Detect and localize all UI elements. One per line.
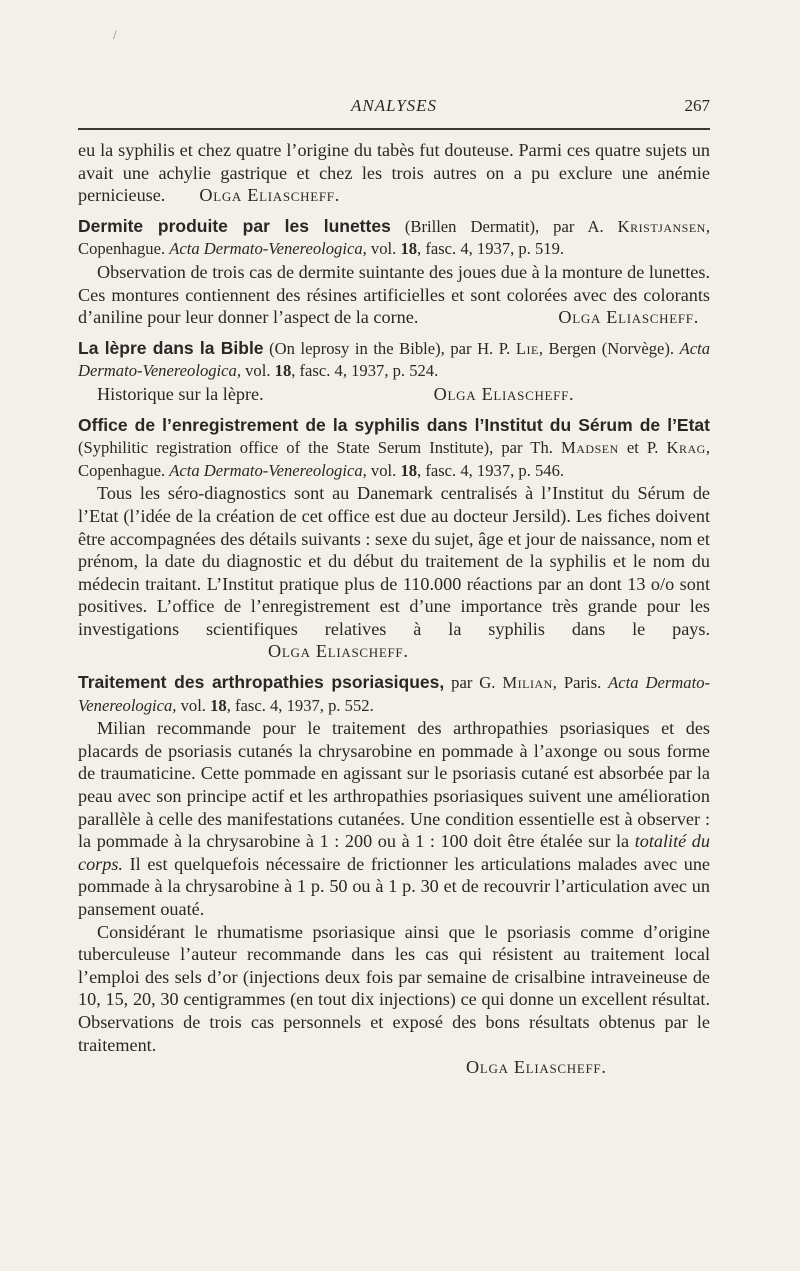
author-name: Krag	[666, 438, 706, 458]
journal-name: Acta Dermato-Venereologica,	[169, 460, 367, 480]
ref-text: et P.	[618, 438, 667, 458]
body-text: Historique sur la lèpre.	[97, 383, 264, 404]
emphasis-text: totalité du corps.	[78, 831, 710, 874]
article-body	[78, 383, 710, 406]
ref-text: (Brillen Dermatit), par A.	[390, 216, 618, 236]
volume-number: 18	[274, 361, 292, 381]
article-title: Traitement des arthropathies psoriasiques,	[78, 672, 445, 693]
author-name: Milian	[502, 673, 553, 693]
page-number: 267	[684, 96, 710, 115]
author-name: Lie	[515, 338, 539, 358]
article-title: Dermite produite par les lunettes	[78, 215, 391, 236]
running-title: ANALYSES	[350, 96, 438, 115]
ref-text: vol.	[366, 460, 401, 480]
article-body	[78, 261, 710, 329]
article-reference	[78, 414, 710, 483]
ref-text: , Copenhague.	[78, 216, 710, 259]
pen-mark: /	[113, 28, 117, 43]
signature: Olga Eliascheff.	[466, 1057, 607, 1078]
journal-name: Acta Dermato-Venereologica,	[78, 673, 711, 715]
ref-text: , Bergen (Norvège).	[538, 338, 680, 358]
header-rule	[78, 128, 710, 130]
intro-text: eu la syphilis et chez quatre l’origine du tabès fut douteuse. Parmi ces quatre sujets un avait une achylie gastrique et chez les trois autres on a pu exclure une anémie pernicieuse.	[78, 140, 710, 206]
page-header	[78, 96, 710, 122]
signature: Olga Eliascheff.	[199, 185, 340, 206]
ref-text: (Syphilitic registration office of the State Serum Institute), par Th.	[78, 438, 561, 458]
ref-text: , Copenhague.	[78, 438, 710, 480]
article-body	[78, 482, 710, 663]
author-name: Kristjansen	[617, 216, 706, 236]
article-reference	[78, 671, 710, 717]
author-name: Madsen	[560, 438, 619, 458]
body-text: Tous les séro-diagnostics sont au Danemark centralisés à l’Institut du Sérum de l’Etat (l’idée de la création de cet office est due au docteur Jersild). Les fiches doivent être accompagnées des détails suivants : sexe du sujet, âge et jour de naissance, nom et prénom, la date du diagnostic et du début du traitement de la syphilis et le nom du médecin traitant. L’Institut pratique plus de 110.000 réactions par an dont 13 o/o sont positives. L’office de l’enregistrement est d’une importance très grande pour les investigations scientifiques relatives à la syphilis dans le pays.	[78, 483, 710, 639]
body-text: Considérant le rhumatisme psoriasique ainsi que le psoriasis comme d’origine tuberculeuse l’auteur recommande dans les cas qui résistent au traitement local l’emploi des sels d’or (injections deux fois par semaine de crisalbine intraveineuse de 10, 15, 20, 30 centigrammes (en tout dix injections) ce qui donne un excellent résultat. Observations de trois cas personnels et exposé des bons résultats obtenus par le traitement.	[78, 921, 710, 1055]
article-reference	[78, 337, 710, 383]
article-entry	[78, 414, 710, 664]
article-entry	[78, 337, 710, 406]
body-text: Milian recommande pour le traitement des arthropathies psoriasiques et des placards de psoriasis cutanés la chrysarobine en pommade à l’axonge ou sous forme de traumaticine. Cette pommade en agissant sur le psoriasis cutané est absorbée par la peau avec son principe actif et les arthropathies psoriasiques suivent une amélioration parallèle à celle des manifestations cutanées. Une condition essentielle est à observer : la pommade à la chrysarobine à 1 : 200 ou à 1 : 100 doit être étalée sur la	[78, 718, 710, 852]
ref-text: , Paris.	[552, 673, 609, 693]
article-body	[78, 921, 710, 1057]
article-body	[78, 717, 710, 920]
article-title: La lèpre dans la Bible	[78, 337, 264, 358]
intro-paragraph	[78, 139, 710, 207]
volume-number: 18	[210, 695, 227, 715]
ref-text: , fasc. 4, 1937, p. 524.	[291, 361, 439, 381]
article-title: Office de l’enregistrement de la syphilis dans l’Institut du Sérum de l’Etat	[78, 414, 710, 435]
signature-line	[78, 1056, 710, 1079]
volume-number: 18	[400, 239, 418, 259]
ref-text: par G.	[444, 673, 503, 693]
body-text: Il est quelquefois nécessaire de frictionner les articulations malades avec une pommade à la chrysarobine à 1 p. 50 ou à 1 p. 30 et de recouvrir l’articulation avec un pansement ouaté.	[78, 853, 710, 919]
ref-text: , fasc. 4, 1937, p. 519.	[417, 239, 565, 259]
signature: Olga Eliascheff.	[268, 641, 409, 662]
ref-text: vol.	[176, 695, 211, 715]
journal-name: Acta Dermato-Venereologica,	[78, 338, 711, 381]
body-text: Observation de trois cas de dermite suintante des joues due à la monture de lunettes. Ces montures contiennent des résines artificielles et sont colorées avec des colorants d’aniline pour leur donner l’aspect de la corne.	[78, 261, 710, 328]
article-entry	[78, 671, 710, 1079]
ref-text: (On leprosy in the Bible), par H. P.	[263, 338, 516, 358]
article-entry	[78, 215, 710, 329]
signature: Olga Eliascheff.	[433, 383, 575, 404]
journal-name: Acta Dermato-Venereologica,	[169, 239, 367, 259]
ref-text: vol.	[240, 361, 275, 381]
ref-text: vol.	[366, 239, 401, 259]
page-content	[78, 139, 710, 1079]
ref-text: , fasc. 4, 1937, p. 546.	[417, 460, 565, 480]
article-reference	[78, 215, 710, 261]
signature: Olga Eliascheff.	[558, 307, 699, 328]
volume-number: 18	[400, 460, 418, 480]
ref-text: , fasc. 4, 1937, p. 552.	[226, 695, 374, 715]
